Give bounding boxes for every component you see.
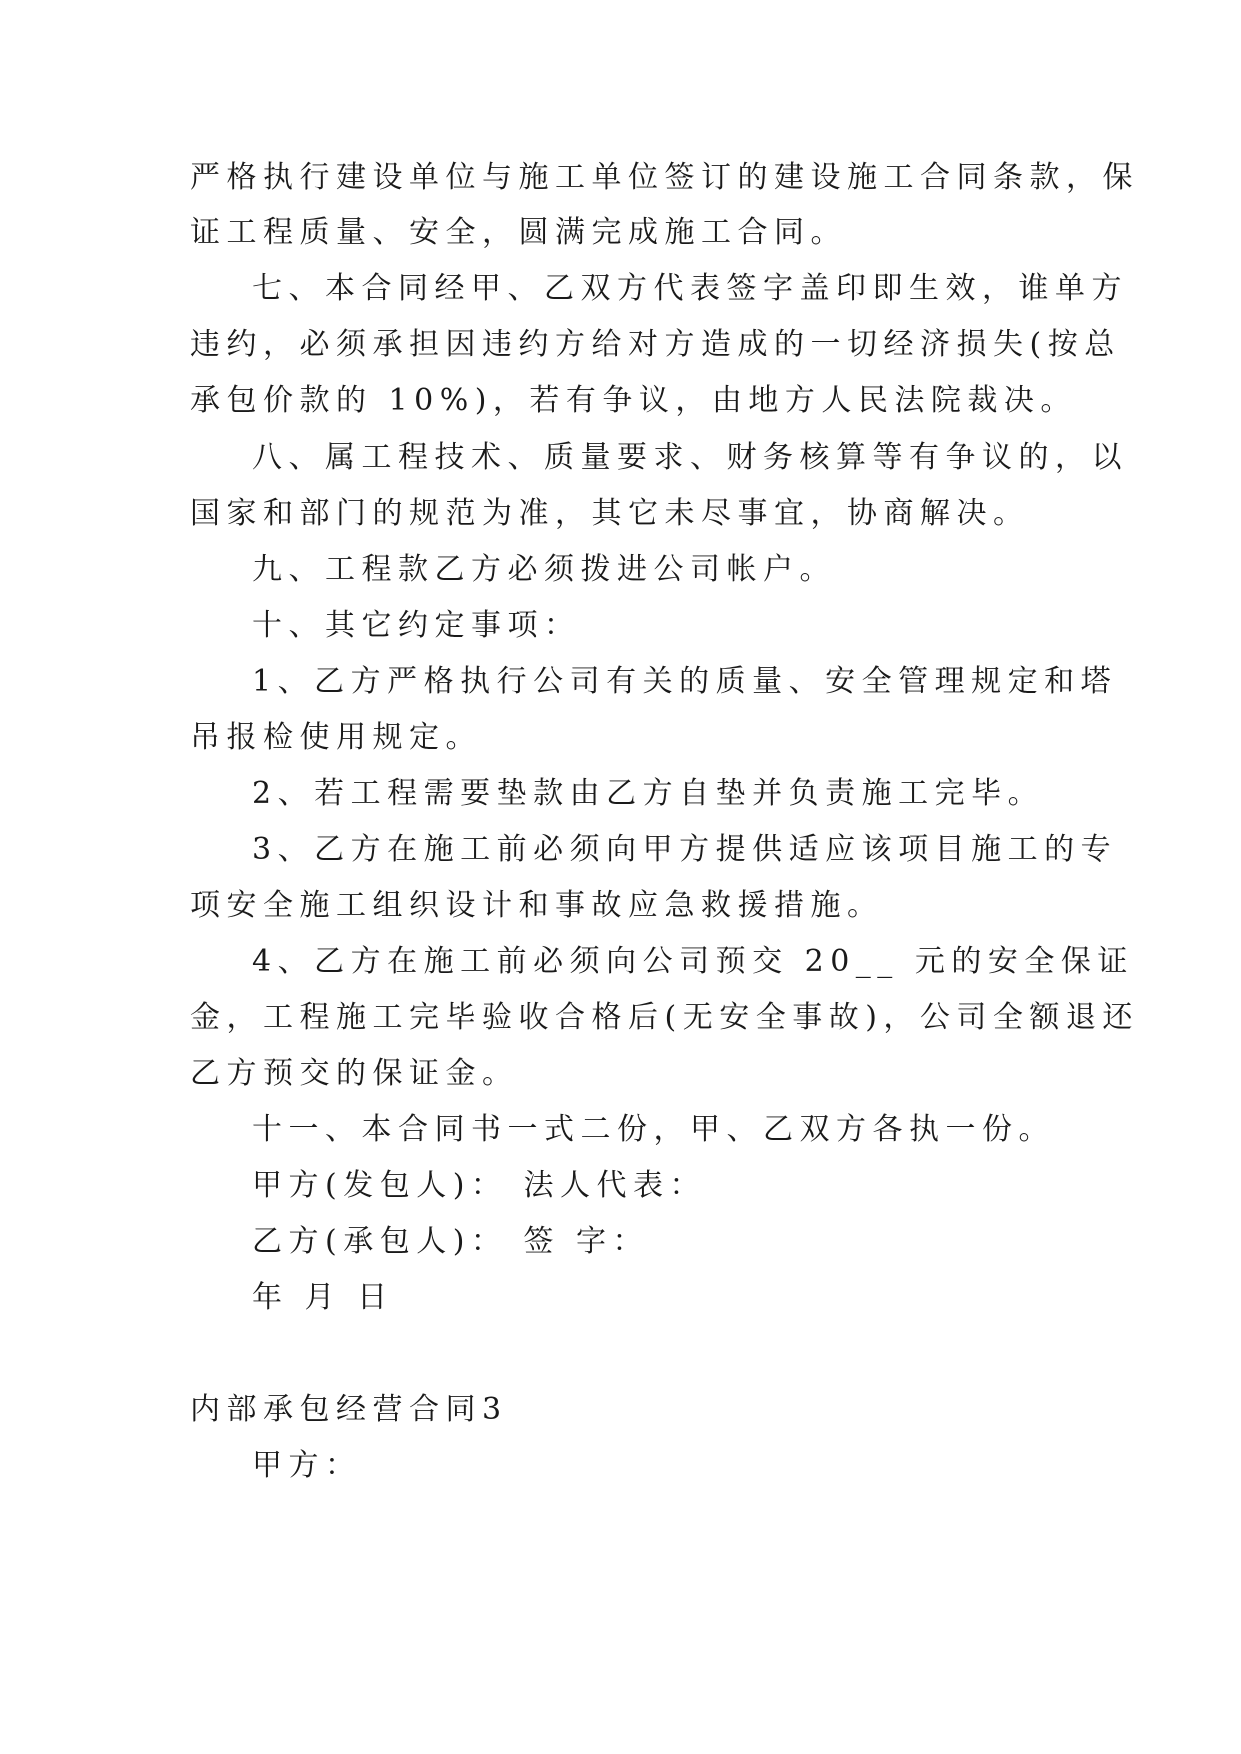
text-line: 吊报检使用规定。 [190,720,482,755]
party-b-signature-line: 乙方(承包人)： 签 字： [252,1224,649,1259]
item-2: 2、若工程需要垫款由乙方自垫并负责施工完毕。 [252,776,1045,811]
item-4: 4、乙方在施工前必须向公司预交 20__ 元的安全保证 [252,944,1134,979]
text-line: 证工程质量、安全，圆满完成施工合同。 [190,215,847,250]
text-line: 金，工程施工完毕验收合格后(无安全事故)，公司全额退还 [190,1000,1139,1035]
text-line: 项安全施工组织设计和事故应急救援措施。 [190,888,884,923]
clause-10: 十、其它约定事项： [252,608,581,643]
text-line: 承包价款的 10%)，若有争议，由地方人民法院裁决。 [190,383,1077,418]
party-a-label: 甲方： [252,1448,362,1483]
text-line: 国家和部门的规范为准，其它未尽事宜，协商解决。 [190,496,1030,531]
clause-7: 七、本合同经甲、乙双方代表签字盖印即生效，谁单方 [252,271,1128,306]
text-line: 乙方预交的保证金。 [190,1056,519,1091]
party-a-signature-line: 甲方(发包人)： 法人代表： [252,1168,706,1203]
item-1: 1、乙方严格执行公司有关的质量、安全管理规定和塔 [252,664,1118,699]
clause-9: 九、工程款乙方必须拨进公司帐户。 [252,552,836,587]
clause-8: 八、属工程技术、质量要求、财务核算等有争议的，以 [252,440,1128,475]
item-3: 3、乙方在施工前必须向甲方提供适应该项目施工的专 [252,832,1118,867]
text-line: 严格执行建设单位与施工单位签订的建设施工合同条款，保 [190,160,1139,195]
date-line: 年 月 日 [252,1280,394,1315]
section-heading: 内部承包经营合同3 [190,1392,508,1427]
clause-11: 十一、本合同书一式二份，甲、乙双方各执一份。 [252,1112,1055,1147]
text-line: 违约，必须承担因违约方给对方造成的一切经济损失(按总 [190,327,1121,362]
